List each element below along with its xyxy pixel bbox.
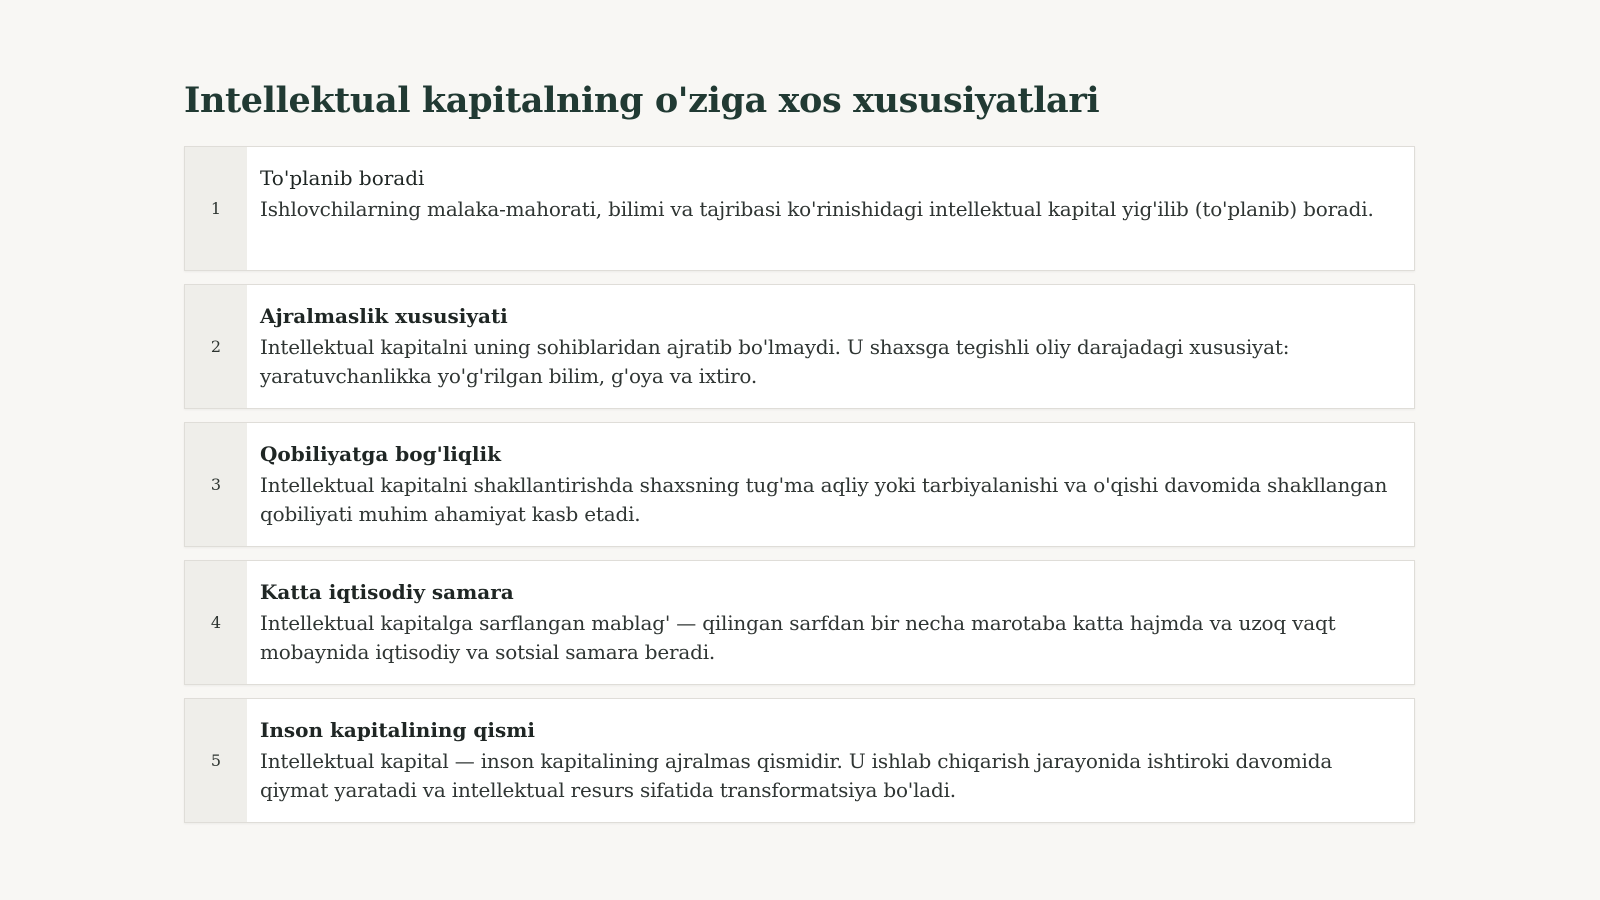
feature-title: Ajralmaslik xususiyati [260,304,508,328]
feature-card-1 [184,146,1415,271]
feature-description: Ishlovchilarning malaka-mahorati, bilimi va tajribasi ko'rinishidagi intellektual kapital yig'ilib (to'planib) boradi. [260,197,1374,221]
feature-content [247,147,1414,270]
feature-number: 2 [185,285,247,408]
feature-content [247,423,1414,546]
feature-card-3 [184,422,1415,547]
feature-card-2 [184,284,1415,409]
feature-card-5 [184,698,1415,823]
feature-title: Qobiliyatga bog'liqlik [260,442,501,466]
feature-content [247,285,1414,408]
feature-title: Katta iqtisodiy samara [260,580,514,604]
feature-description: Intellektual kapitalga sarflangan mablag' — qilingan sarfdan bir necha marotaba katta hajmda va uzoq vaqt mobaynida iqtisodiy va sotsial samara beradi. [260,611,1336,664]
feature-description: Intellektual kapital — inson kapitalining ajralmas qismidir. U ishlab chiqarish jarayonida ishtiroki davomida qiymat yaratadi va intellektual resurs sifatida transformatsiya bo'ladi. [260,749,1333,802]
feature-description: Intellektual kapitalni uning sohiblaridan ajratib bo'lmaydi. U shaxsga tegishli oliy darajadagi xususiyat: yaratuvchanlikka yo'g'rilgan bilim, g'oya va ixtiro. [260,335,1290,388]
feature-description: Intellektual kapitalni shakllantirishda shaxsning tug'ma aqliy yoki tarbiyalanishi va o'qishi davomida shakllangan qobiliyati muhim ahamiyat kasb etadi. [260,473,1388,526]
feature-title: To'planib boradi [260,166,425,190]
feature-number: 1 [185,147,247,270]
feature-list [184,146,1415,836]
feature-content [247,561,1414,684]
feature-title: Inson kapitalining qismi [260,718,536,742]
feature-card-4 [184,560,1415,685]
feature-number: 3 [185,423,247,546]
feature-number: 5 [185,699,247,822]
feature-number: 4 [185,561,247,684]
feature-content [247,699,1414,822]
slide-title: Intellektual kapitalning o'ziga xos xususiyatlari [184,80,1100,121]
